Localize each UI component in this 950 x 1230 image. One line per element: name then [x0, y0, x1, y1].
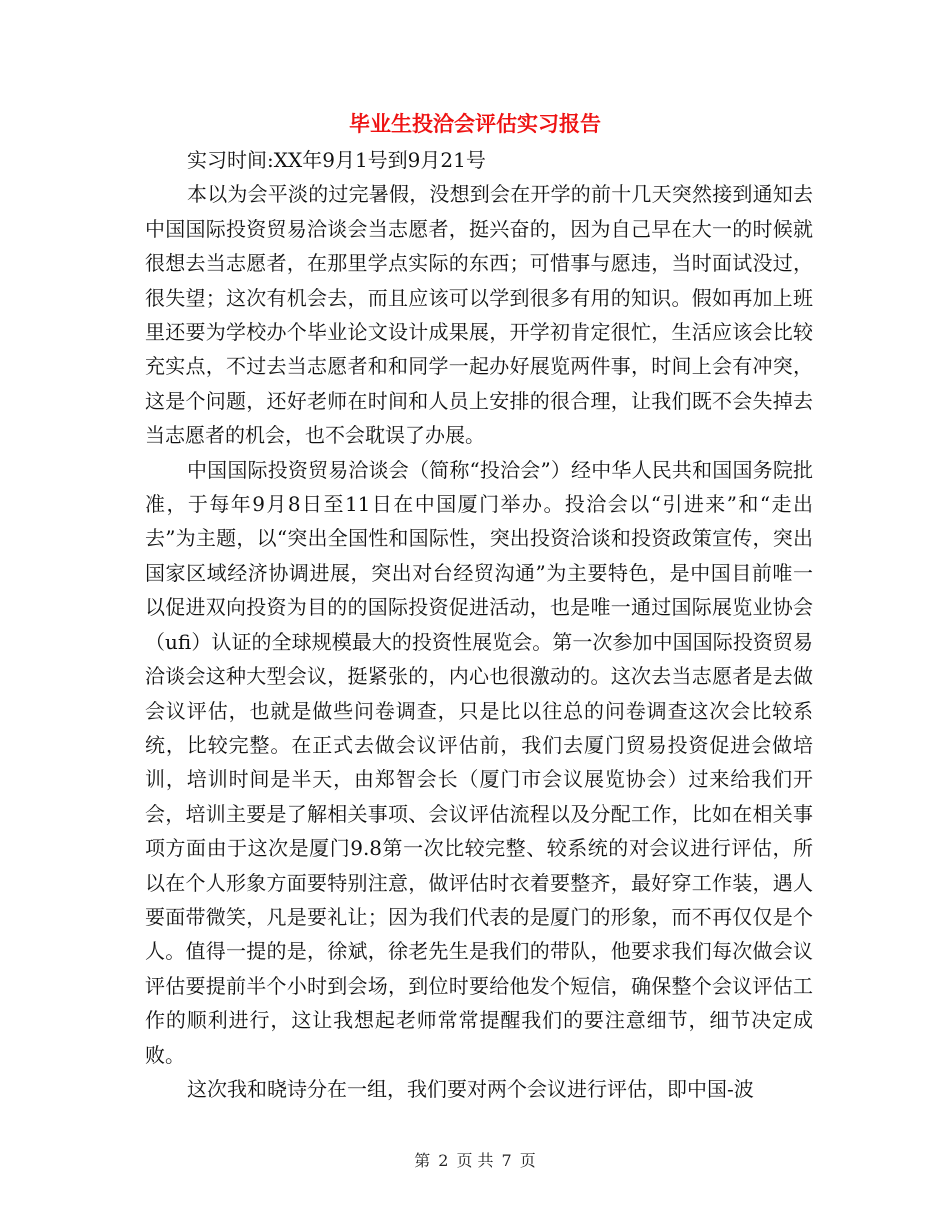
internship-period: 实习时间:XX年9月1号到9月21号 [187, 148, 486, 172]
page-footer [0, 1150, 950, 1172]
footer-prefix: 第 [414, 1151, 431, 1170]
footer-suffix: 页 [519, 1151, 536, 1170]
footer-current-page: 2 [438, 1151, 449, 1170]
document-body [145, 143, 813, 1106]
footer-mid: 页 共 [456, 1151, 494, 1170]
document-title: 毕业生投洽会评估实习报告 [349, 111, 601, 136]
footer-total-pages: 7 [501, 1151, 512, 1170]
paragraph-group: 这次我和晓诗分在一组，我们要对两个会议进行评估，即中国-波 [187, 1076, 754, 1101]
paragraph-intro: 本以为会平淡的过完暑假，没想到会在开学的前十几天突然接到通知去中国国际投资贸易洽谈会当志愿者，挺兴奋的，因为自己早在大一的时候就很想去当志愿者，在那里学点实际的东西；可惜事与愿违，当时面试没过，很失望；这次有机会去，而且应该可以学到很多有用的知识。假如再加上班里还要为学校办个毕业论文设计成果展，开学初肯定很忙，生活应该会比较充实点，不过去当志愿者和和同学一起办好展览两件事，时间上会有冲突，这是个问题，还好老师在时间和人员上安排的很合理，让我们既不会失掉去当志愿者的机会，也不会耽误了办展。 [145, 182, 813, 448]
paragraph-cifit: 中国国际投资贸易洽谈会（简称“投洽会”）经中华人民共和国国务院批准，于每年9月8日至11日在中国厦门举办。投洽会以“引进来”和“走出去”为主题，以“突出全国性和国际性，突出投资洽谈和投资政策宣传，突出国家区域经济协调进展，突出对台经贸沟通”为主要特色，是中国目前唯一以促进双向投资为目的的国际投资促进活动，也是唯一通过国际展览业协会（ufi）认证的全球规模最大的投资性展览会。第一次参加中国国际投资贸易洽谈会这种大型会议，挺紧张的，内心也很激动的。这次去当志愿者是去做会议评估，也就是做些问卷调查，只是比以往总的问卷调查这次会比较系统，比较完整。在正式去做会议评估前，我们去厦门贸易投资促进会做培训，培训时间是半天，由郑智会长（厦门市会议展览协会）过来给我们开会，培训主要是了解相关事项、会议评估流程以及分配工作，比如在相关事项方面由于这次是厦门9.8第一次比较完整、较系统的对会议进行评估，所以在个人形象方面要特别注意，做评估时衣着要整齐，最好穿工作装，遇人要面带微笑，凡是要礼让；因为我们代表的是厦门的形象，而不再仅仅是个人。值得一提的是，徐斌，徐老先生是我们的带队，他要求我们每次做会议评估要提前半个小时到会场，到位时要给他发个短信，确保整个会议评估工作的顺利进行，这让我想起老师常常提醒我们的要注意细节，细节决定成败。 [145, 457, 813, 1067]
